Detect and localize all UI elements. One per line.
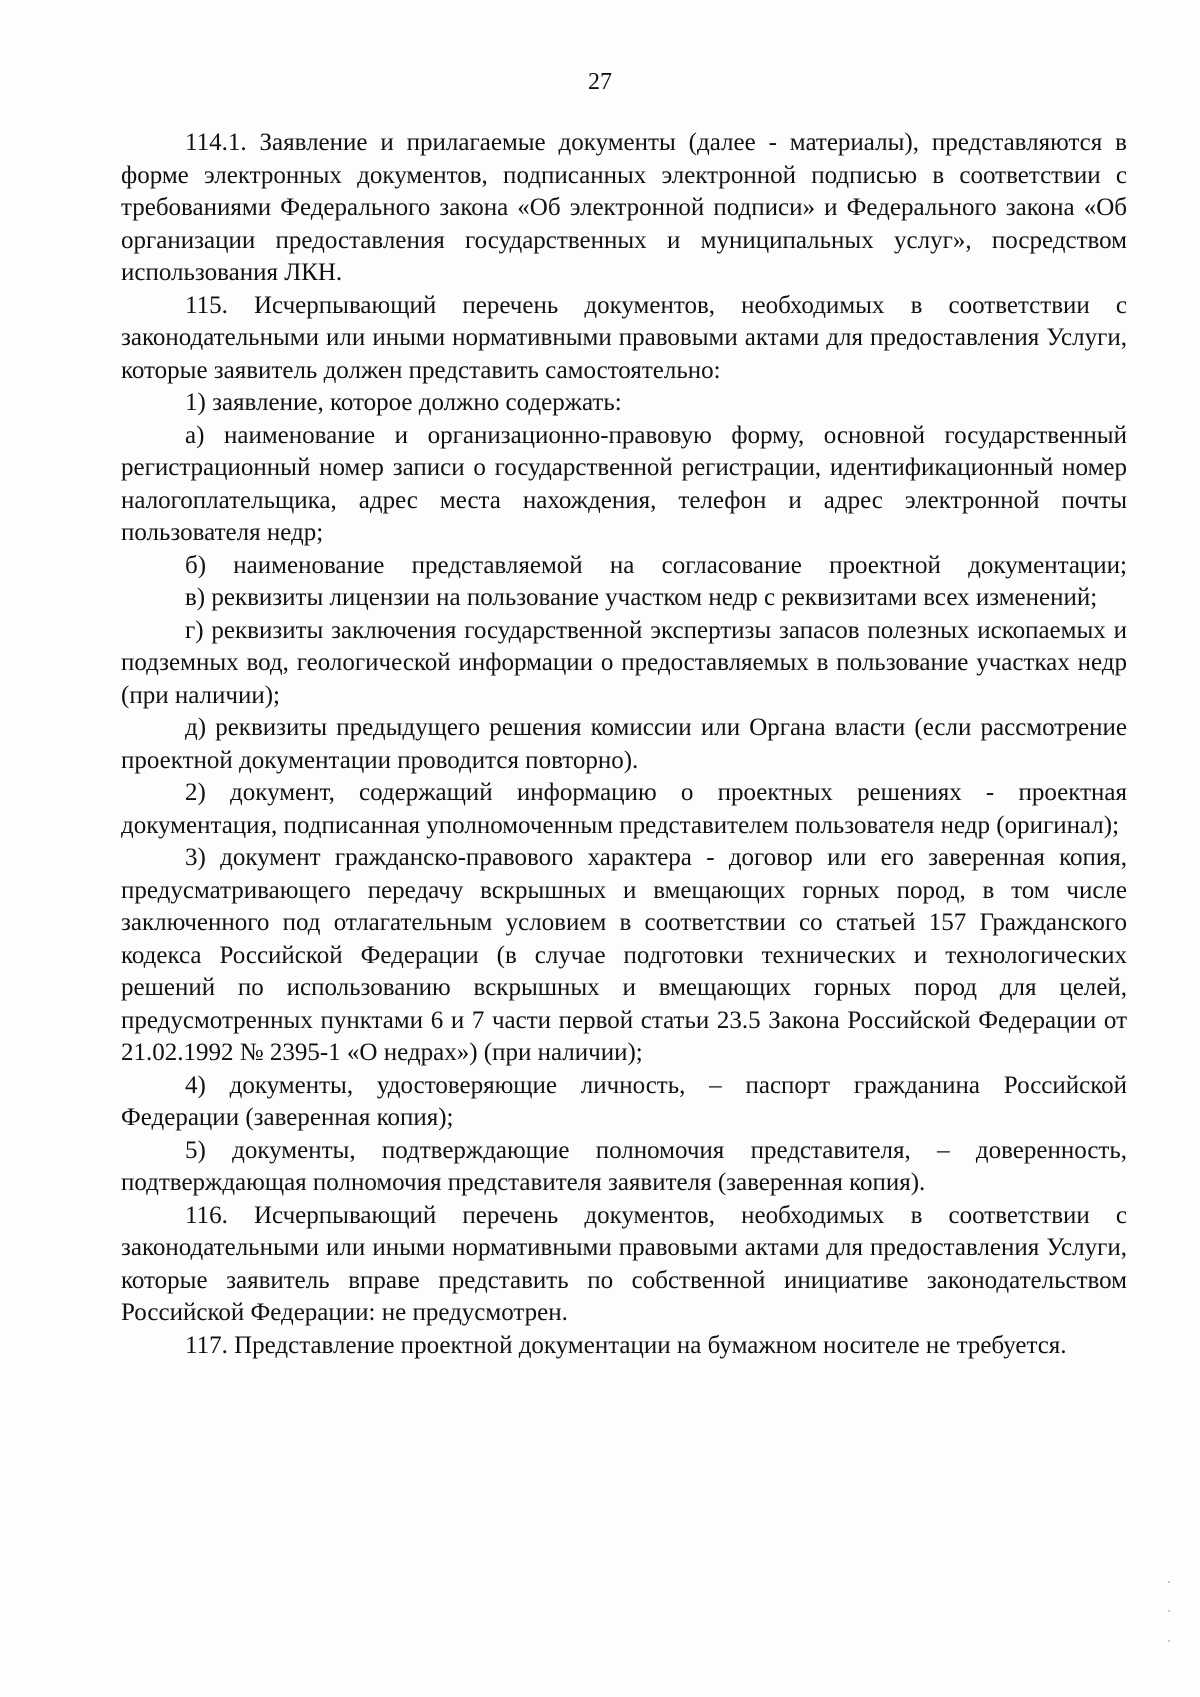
paragraph-114-1: 114.1. Заявление и прилагаемые документы (далее - материалы), представляются в форме электронных документов, подписанных электронной подписью в соответствии с требованиями Федерального закона «Об электронной подписи» и Федерального закона «Об организации предоставления государственных и муниципальных услуг», посредством использования ЛКН.: [121, 129, 1127, 286]
list-item-1a: а) наименование и организационно-правовую форму, основной государственный регистрационный номер записи о государственной регистрации, идентификационный номер налогоплательщика, адрес места нахождения, телефон и адрес электронной почты пользователя недр;: [121, 421, 1127, 546]
list-item-2: 2) документ, содержащий информацию о проектных решениях - проектная документация, подписанная уполномоченным представителем пользователя недр (оригинал);: [121, 779, 1127, 839]
list-item-1d: д) реквизиты предыдущего решения комиссии или Органа власти (если рассмотрение проектной документации проводится повторно).: [121, 714, 1127, 774]
list-item-3: 3) документ гражданско-правового характера - договор или его заверенная копия, предусматривающего передачу вскрышных и вмещающих горных пород, в том числе заключенного под отлагательным условием в соответствии со статьей 157 Гражданского кодекса Российской Федерации (в случае подготовки технических и технологических решений по использованию вскрышных и вмещающих горных пород для целей, предусмотренных пунктами 6 и 7 части первой статьи 23.5 Закона Российской Федерации от 21.02.1992 № 2395-1 «О недрах») (при наличии);: [121, 844, 1127, 1066]
paragraph-115: 115. Исчерпывающий перечень документов, необходимых в соответствии с законодательными или иными нормативными правовыми актами для предоставления Услуги, которые заявитель должен представить самостоятельно:: [121, 291, 1127, 384]
document-body: [121, 127, 1127, 1362]
scan-dot: [1168, 1581, 1170, 1583]
list-item-1v: в) реквизиты лицензии на пользование участком недр с реквизитами всех изменений;: [185, 584, 1098, 611]
paragraph-117: 117. Представление проектной документации на бумажном носителе не требуется.: [185, 1331, 1067, 1359]
list-item-1g: г) реквизиты заключения государственной экспертизы запасов полезных ископаемых и подземных вод, геологической информации о предоставляемых в пользование участках недр (при наличии);: [121, 616, 1127, 709]
list-item-5: 5) документы, подтверждающие полномочия представителя, – доверенность, подтверждающая полномочия представителя заявителя (заверенная копия).: [121, 1136, 1127, 1196]
list-item-1b: б) наименование представляемой на согласование проектной документации;: [185, 551, 1127, 579]
scan-dot: [1168, 1640, 1170, 1642]
list-item-4: 4) документы, удостоверяющие личность, – паспорт гражданина Российской Федерации (заверенная копия);: [121, 1071, 1127, 1131]
list-item-1: 1) заявление, которое должно содержать:: [185, 389, 622, 416]
scan-dot: [1168, 1610, 1170, 1612]
paragraph-116: 116. Исчерпывающий перечень документов, необходимых в соответствии с законодательными или иными нормативными правовыми актами для предоставления Услуги, которые заявитель вправе представить по собственной инициативе законодательством Российской Федерации: не предусмотрен.: [121, 1201, 1127, 1326]
page-number: 27: [588, 69, 612, 95]
